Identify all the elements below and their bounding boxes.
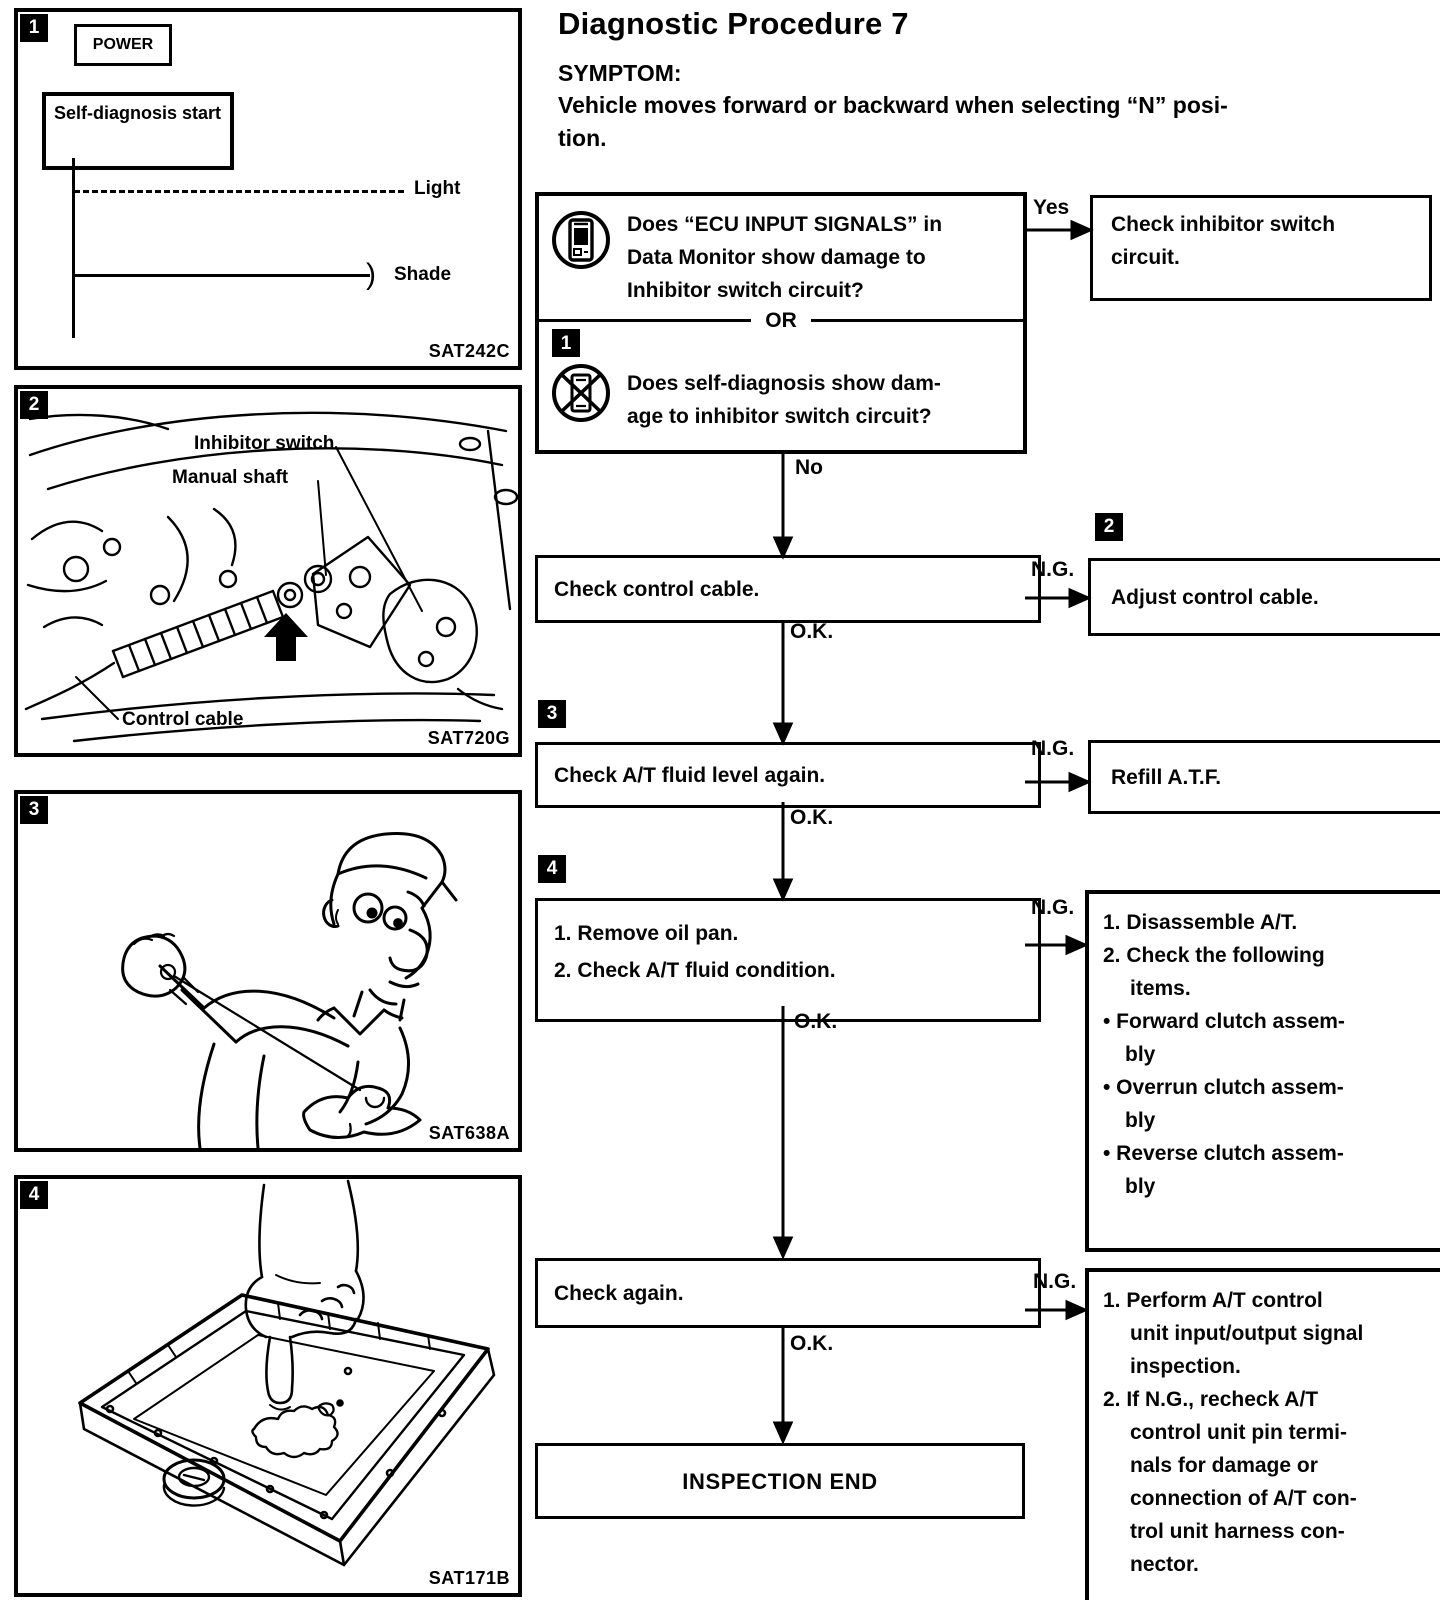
figure-code: SAT171B — [428, 1568, 510, 1588]
inspection-end-label: INSPECTION END — [682, 1468, 878, 1494]
ok-label: O.K. — [794, 1010, 838, 1033]
action-box-adjust-control-cable — [1088, 558, 1440, 636]
action-box-check-control-cable — [535, 555, 1041, 623]
action-line: inspection. — [1130, 1355, 1241, 1378]
or-label: OR — [765, 308, 797, 332]
question-line: Inhibitor switch circuit? — [627, 279, 864, 302]
step-badge-2: 2 — [1095, 513, 1123, 541]
figure-code: SAT242C — [428, 341, 510, 361]
action-line: 2. If N.G., recheck A/T — [1103, 1388, 1319, 1411]
or-divider-right — [811, 319, 1023, 322]
action-line: Adjust control cable. — [1111, 585, 1319, 609]
no-arrow — [775, 452, 791, 556]
shade-solid-line — [74, 274, 370, 277]
figure-1-self-diagnosis-chart — [14, 8, 522, 370]
ok-arrow-3 — [775, 1006, 791, 1256]
action-line: Check A/T fluid level again. — [554, 763, 826, 787]
ok-label: O.K. — [790, 806, 834, 829]
step-badge-4: 4 — [538, 855, 566, 883]
figure-code: SAT720G — [427, 728, 510, 748]
ng-label: N.G. — [1031, 558, 1075, 581]
symptom-text-line2: tion. — [558, 125, 607, 151]
action-line: 1. Remove oil pan. — [554, 922, 739, 945]
figure-number-badge: 1 — [20, 14, 48, 42]
symptom-text-line1: Vehicle moves forward or backward when selecting “N” posi- — [558, 92, 1228, 118]
question-line: Data Monitor show damage to — [627, 246, 926, 269]
figure-number-badge: 3 — [20, 796, 48, 824]
action-line: • Reverse clutch assem- — [1103, 1142, 1344, 1165]
yes-label: Yes — [1033, 196, 1070, 219]
action-line: circuit. — [1111, 246, 1180, 269]
action-line: Check control cable. — [554, 577, 760, 601]
action-line: Check inhibitor switch — [1111, 213, 1336, 236]
action-line: 1. Disassemble A/T. — [1103, 911, 1298, 934]
step-badge-1: 1 — [552, 329, 580, 357]
ng-label: N.G. — [1033, 1270, 1077, 1293]
yes-arrow — [1025, 222, 1090, 238]
action-box-check-again — [535, 1258, 1041, 1328]
action-box-remove-oil-pan — [535, 898, 1041, 1022]
action-line: trol unit harness con- — [1130, 1520, 1345, 1543]
action-line: Check again. — [554, 1281, 684, 1305]
consult-tool-icon — [549, 208, 613, 272]
mechanic-illustration — [18, 794, 518, 1148]
action-line: nals for damage or — [1130, 1454, 1318, 1477]
control-cable-label: Control cable — [122, 709, 244, 730]
light-dashed-line — [74, 190, 404, 193]
figure-number-badge: 2 — [20, 391, 48, 419]
action-line: • Overrun clutch assem- — [1103, 1076, 1344, 1099]
ok-arrow-4 — [775, 1325, 791, 1441]
ok-arrow-2 — [775, 802, 791, 898]
power-box: POWER — [74, 24, 172, 66]
action-line: 2. Check A/T fluid condition. — [554, 959, 836, 982]
action-line: nector. — [1130, 1553, 1199, 1576]
question-line: Does self-diagnosis show dam- — [627, 372, 941, 395]
figure-3-check-fluid-cartoon — [14, 790, 522, 1152]
manual-shaft-label: Manual shaft — [172, 467, 289, 488]
action-line: bly — [1125, 1175, 1156, 1198]
shade-arrow-bracket: ) — [366, 258, 376, 291]
action-box-perform-signal-inspection — [1085, 1268, 1440, 1600]
page-title: Diagnostic Procedure 7 — [558, 6, 909, 41]
figure-2-inhibitor-switch-location — [14, 385, 522, 757]
step-badge-3: 3 — [538, 700, 566, 728]
ng-label: N.G. — [1031, 737, 1075, 760]
figure-number-badge: 4 — [20, 1181, 48, 1209]
light-label: Light — [414, 178, 461, 199]
or-divider-left — [539, 319, 751, 322]
action-line: 1. Perform A/T control — [1103, 1289, 1323, 1312]
symptom-label: SYMPTOM: — [558, 60, 682, 86]
shade-label: Shade — [394, 264, 452, 285]
ok-arrow-1 — [775, 622, 791, 742]
self-diagnosis-no-tool-icon — [549, 361, 613, 425]
question-line: age to inhibitor switch circuit? — [627, 405, 932, 428]
action-box-check-inhibitor-circuit — [1090, 195, 1432, 301]
figure-4-oil-pan-check — [14, 1175, 522, 1597]
ok-label: O.K. — [790, 620, 834, 643]
action-line: unit input/output signal — [1130, 1322, 1364, 1345]
question-line: Does “ECU INPUT SIGNALS” in — [627, 213, 943, 236]
self-diagnosis-start-box: Self-diagnosis start — [42, 92, 234, 170]
ok-label: O.K. — [790, 1332, 834, 1355]
action-line: • Forward clutch assem- — [1103, 1010, 1345, 1033]
figure-code: SAT638A — [428, 1123, 510, 1143]
question-box-inhibitor-damage — [535, 192, 1027, 454]
terminal-box-inspection-end — [535, 1443, 1025, 1519]
timing-baseline — [72, 158, 75, 338]
ng-label: N.G. — [1031, 896, 1075, 919]
inhibitor-switch-label: Inhibitor switch — [194, 433, 335, 454]
action-line: bly — [1125, 1109, 1156, 1132]
action-line: bly — [1125, 1043, 1156, 1066]
action-box-check-fluid-level — [535, 742, 1041, 808]
action-box-refill-atf — [1088, 740, 1440, 814]
oil-pan-illustration — [18, 1179, 518, 1585]
action-line: control unit pin termi- — [1130, 1421, 1347, 1444]
action-line: Refill A.T.F. — [1111, 765, 1222, 789]
action-line: connection of A/T con- — [1130, 1487, 1357, 1510]
pointer-arrow — [264, 613, 308, 661]
action-line: items. — [1130, 977, 1191, 1000]
action-line: 2. Check the following — [1103, 944, 1325, 967]
action-box-disassemble-at — [1085, 890, 1440, 1252]
no-label: No — [795, 456, 823, 479]
